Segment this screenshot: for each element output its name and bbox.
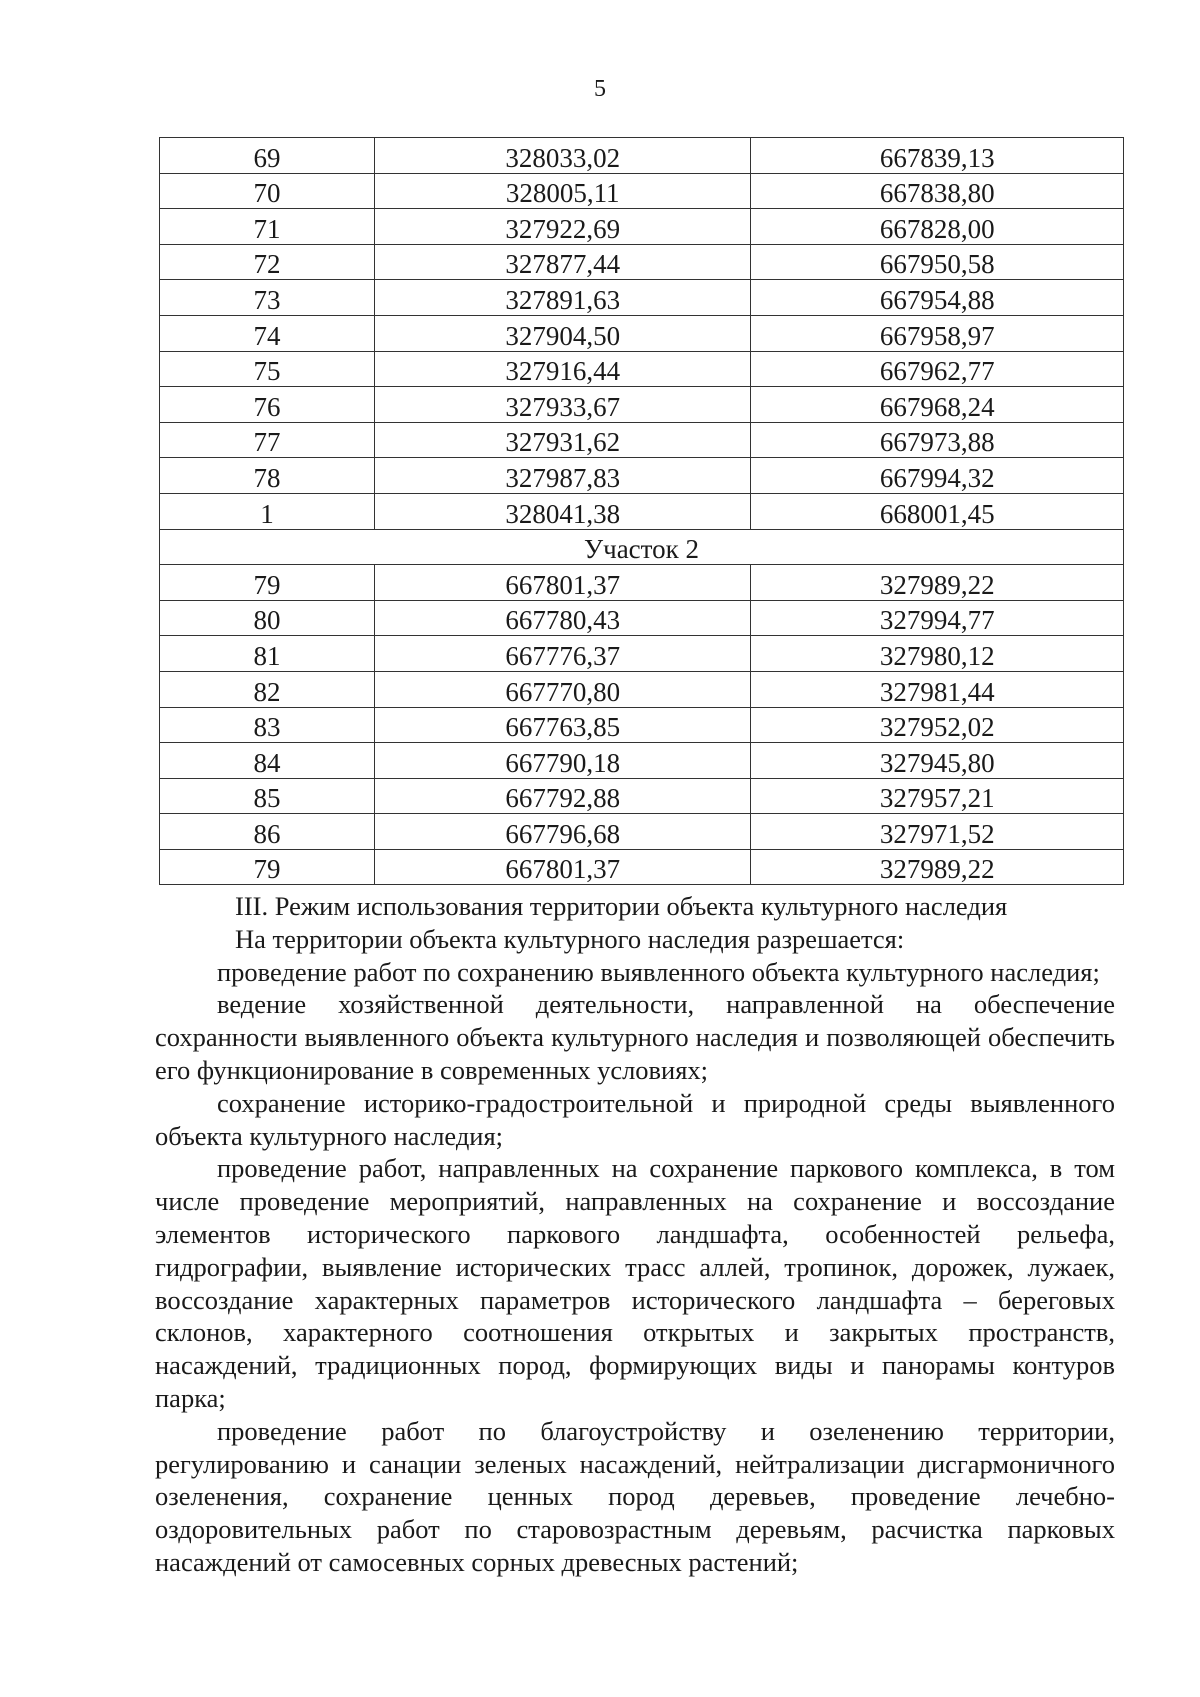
list-item: проведение работ, направленных на сохранение паркового комплекса, в том числе проведение мероприятий, направленных на сохранение и воссоздание элементов исторического паркового ландшафта, особенностей рельефа, гидрографии, выявление исторических трасс аллей, тропинок, дорожек, лужаек, воссоздание характерных параметров исторического ландшафта – береговых склонов, характерного соотношения открытых и закрытых пространств, насаждений, традиционных пород, формирующих виды и панорамы контуров парка; — [155, 1153, 1115, 1413]
table-row — [160, 351, 1124, 387]
point-number-cell: 81 — [160, 636, 375, 672]
coordinate-x-cell: 667780,43 — [374, 600, 751, 636]
section-intro: На территории объекта культурного наследия разрешается: — [235, 923, 905, 954]
table-row — [160, 778, 1124, 814]
coordinate-x-cell: 327891,63 — [374, 280, 751, 316]
point-number-cell: 84 — [160, 743, 375, 779]
coordinate-y-cell: 327989,22 — [751, 849, 1124, 885]
point-number-cell: 85 — [160, 778, 375, 814]
list-item: проведение работ по благоустройству и озеленению территории, регулированию и санации зеленых насаждений, нейтрализации дисгармоничного озеленения, сохранение ценных пород деревьев, проведение лечебно-оздоровительных работ по старовозрастным деревьям, расчистка парковых насаждений от самосевных сорных древесных растений; — [155, 1415, 1115, 1577]
coordinate-x-cell: 328033,02 — [374, 138, 751, 174]
coordinate-y-cell: 667968,24 — [751, 387, 1124, 423]
coordinate-y-cell: 667954,88 — [751, 280, 1124, 316]
table-row — [160, 173, 1124, 209]
coordinate-y-cell: 667958,97 — [751, 315, 1124, 351]
coordinate-x-cell: 327904,50 — [374, 315, 751, 351]
point-number-cell: 72 — [160, 244, 375, 280]
table-row — [160, 422, 1124, 458]
coordinate-y-cell: 327980,12 — [751, 636, 1124, 672]
table-row — [160, 743, 1124, 779]
document-text — [155, 890, 1115, 1579]
coordinate-y-cell: 327945,80 — [751, 743, 1124, 779]
table-row — [160, 707, 1124, 743]
coordinate-x-cell: 667796,68 — [374, 814, 751, 850]
table-row — [160, 636, 1124, 672]
point-number-cell: 82 — [160, 671, 375, 707]
coordinates-table-body — [160, 138, 1124, 885]
coordinate-y-cell: 327952,02 — [751, 707, 1124, 743]
table-row — [160, 209, 1124, 245]
table-row — [160, 600, 1124, 636]
coordinate-x-cell: 327933,67 — [374, 387, 751, 423]
coordinate-x-cell: 327931,62 — [374, 422, 751, 458]
coordinate-y-cell: 327994,77 — [751, 600, 1124, 636]
coordinate-y-cell: 668001,45 — [751, 493, 1124, 529]
table-row — [160, 493, 1124, 529]
coordinate-x-cell: 667770,80 — [374, 671, 751, 707]
permitted-activities-list — [155, 956, 1115, 1579]
table-row — [160, 565, 1124, 601]
point-number-cell: 86 — [160, 814, 375, 850]
coordinate-x-cell: 328041,38 — [374, 493, 751, 529]
table-row — [160, 315, 1124, 351]
coordinate-x-cell: 328005,11 — [374, 173, 751, 209]
list-item: проведение работ по сохранению выявленного объекта культурного наследия; — [217, 956, 1100, 987]
point-number-cell: 80 — [160, 600, 375, 636]
point-number-cell: 74 — [160, 315, 375, 351]
coordinate-y-cell: 667828,00 — [751, 209, 1124, 245]
coordinate-x-cell: 667776,37 — [374, 636, 751, 672]
list-item: ведение хозяйственной деятельности, направленной на обеспечение сохранности выявленного объекта культурного наследия и позволяющей обеспечить его функционирование в современных условиях; — [155, 989, 1115, 1085]
point-number-cell: 71 — [160, 209, 375, 245]
point-number-cell: 78 — [160, 458, 375, 494]
table-section-row — [160, 529, 1124, 565]
section-label: Участок 2 — [160, 529, 1124, 565]
coordinate-y-cell: 327989,22 — [751, 565, 1124, 601]
coordinate-x-cell: 327877,44 — [374, 244, 751, 280]
point-number-cell: 1 — [160, 493, 375, 529]
coordinates-table — [159, 137, 1124, 885]
table-row — [160, 849, 1124, 885]
page-number: 5 — [594, 76, 606, 102]
table-row — [160, 458, 1124, 494]
point-number-cell: 70 — [160, 173, 375, 209]
coordinate-y-cell: 667839,13 — [751, 138, 1124, 174]
point-number-cell: 73 — [160, 280, 375, 316]
table-row — [160, 671, 1124, 707]
table-row — [160, 387, 1124, 423]
coordinate-x-cell: 327987,83 — [374, 458, 751, 494]
coordinate-y-cell: 327957,21 — [751, 778, 1124, 814]
coordinate-y-cell: 667838,80 — [751, 173, 1124, 209]
coordinate-y-cell: 327971,52 — [751, 814, 1124, 850]
point-number-cell: 83 — [160, 707, 375, 743]
coordinate-y-cell: 327981,44 — [751, 671, 1124, 707]
coordinate-y-cell: 667973,88 — [751, 422, 1124, 458]
coordinate-y-cell: 667962,77 — [751, 351, 1124, 387]
coordinate-x-cell: 667801,37 — [374, 565, 751, 601]
point-number-cell: 75 — [160, 351, 375, 387]
coordinate-x-cell: 667763,85 — [374, 707, 751, 743]
coordinate-x-cell: 667790,18 — [374, 743, 751, 779]
table-row — [160, 280, 1124, 316]
coordinate-x-cell: 667801,37 — [374, 849, 751, 885]
coordinate-x-cell: 327916,44 — [374, 351, 751, 387]
point-number-cell: 77 — [160, 422, 375, 458]
point-number-cell: 69 — [160, 138, 375, 174]
coordinate-y-cell: 667994,32 — [751, 458, 1124, 494]
point-number-cell: 76 — [160, 387, 375, 423]
point-number-cell: 79 — [160, 565, 375, 601]
section-heading: III. Режим использования территории объекта культурного наследия — [235, 891, 1008, 921]
coordinate-y-cell: 667950,58 — [751, 244, 1124, 280]
point-number-cell: 79 — [160, 849, 375, 885]
list-item: сохранение историко-градостроительной и природной среды выявленного объекта культурного наследия; — [155, 1087, 1115, 1151]
table-row — [160, 138, 1124, 174]
coordinate-x-cell: 327922,69 — [374, 209, 751, 245]
table-row — [160, 244, 1124, 280]
coordinate-x-cell: 667792,88 — [374, 778, 751, 814]
table-row — [160, 814, 1124, 850]
